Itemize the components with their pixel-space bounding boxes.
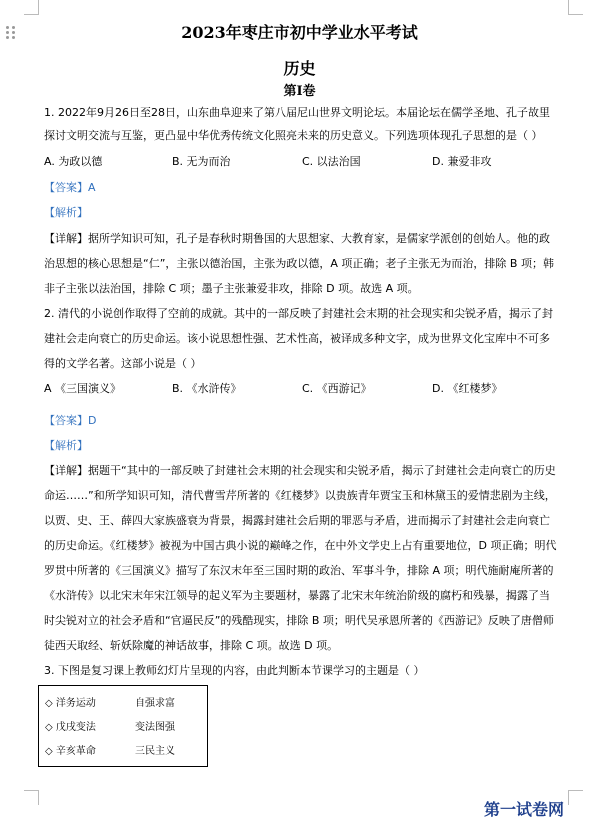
q2-option-c: C. 《西游记》: [302, 382, 372, 395]
slide-row-event: ◇ 戊戌变法: [45, 722, 96, 733]
q2-detail-line: 徒西天取经、斩妖除魔的神话故事，排除 C 项。故选 D 项。: [44, 639, 339, 652]
q1-option-b: B. 无为而治: [172, 155, 231, 168]
exam-title: 2023年枣庄市初中学业水平考试: [181, 23, 418, 42]
q1-analysis-label: 【解析】: [44, 206, 88, 219]
q2-answer: 【答案】D: [44, 414, 97, 427]
q1-option-a: A. 为政以德: [44, 155, 103, 168]
q2-text-line: 得的文学名著。这部小说是（ ）: [44, 357, 202, 370]
crop-mark-bottom-right: [568, 790, 583, 805]
slide-row-goal: 自强求富: [135, 698, 175, 709]
q1-detail-line: 非子主张以法治国，排除 C 项；墨子主张兼爱非攻，排除 D 项。故选 A 项。: [44, 282, 419, 295]
q3-text-line: 3. 下图是复习课上教师幻灯片呈现的内容，由此判断本节课学习的主题是（ ）: [44, 664, 425, 677]
site-watermark: 第一试卷网: [484, 800, 565, 819]
q2-detail-line: 以贾、史、王、薛四大家族盛衰为背景，揭露封建社会后期的罪恶与矛盾，进而揭示了封建社会走向衰亡: [44, 514, 550, 527]
crop-mark-top-right: [568, 0, 583, 15]
crop-mark-top-left: [24, 0, 39, 15]
q2-detail-line: 《水浒传》以北宋末年宋江领导的起义军为主要题材，暴露了北宋末年统治阶级的腐朽和残暴，揭露了当: [44, 589, 550, 602]
slide-row-goal: 变法图强: [135, 722, 175, 733]
q1-option-c: C. 以法治国: [302, 155, 361, 168]
q2-text-line: 2. 清代的小说创作取得了空前的成就。其中的一部反映了封建社会末期的社会现实和尖锐矛盾，揭示了封: [44, 307, 553, 320]
q2-detail-line: 时尖锐对立的社会矛盾和“官逼民反”的残酷现实，排除 B 项；明代吴承恩所著的《西游记》反映了唐僧师: [44, 614, 554, 627]
q2-detail-line: 的历史命运。《红楼梦》被视为中国古典小说的巅峰之作，在中外文学史上占有重要地位，D 项正确；明代: [44, 539, 557, 552]
q1-detail-line: 治思想的核心思想是“仁”，主张以德治国，主张为政以德，A 项正确；老子主张无为而治，排除 B 项；韩: [44, 257, 554, 270]
q2-option-a: A 《三国演义》: [44, 382, 122, 395]
slide-row-event: ◇ 辛亥革命: [45, 746, 96, 757]
q2-detail-line: 罗贯中所著的《三国演义》描写了东汉末年至三国时期的政治、军事斗争，排除 A 项；明代施耐庵所著的: [44, 564, 554, 577]
slide-row-goal: 三民主义: [135, 746, 175, 757]
subject-title: 历史: [283, 59, 316, 78]
q2-option-d: D. 《红楼梦》: [432, 382, 503, 395]
q2-text-line: 建社会走向衰亡的历史命运。该小说思想性强、艺术性高，被译成多种文字，成为世界文化宝库中不可多: [44, 332, 550, 345]
q1-answer: 【答案】A: [44, 181, 96, 194]
q2-option-b: B. 《水浒传》: [172, 382, 242, 395]
q2-detail-line: 【详解】据题干“其中的一部反映了封建社会末期的社会现实和尖锐矛盾，揭示了封建社会走向衰亡的历史: [44, 464, 556, 477]
q2-detail-line: 命运……”和所学知识可知，清代曹雪芹所著的《红楼梦》以贵族青年贾宝玉和林黛玉的爱情悲剧为主线，: [44, 489, 556, 502]
q1-text-line: 探讨文明交流与互鉴，更凸显中华优秀传统文化照亮未来的历史意义。下列选项体现孔子思想的是（ ）: [44, 129, 543, 142]
q2-analysis-label: 【解析】: [44, 439, 88, 452]
q1-text-line: 1. 2022年9月26日至28日，山东曲阜迎来了第八届尼山世界文明论坛。本届论坛在儒学圣地、孔子故里: [44, 106, 550, 119]
q1-detail-line: 【详解】据所学知识可知，孔子是春秋时期鲁国的大思想家、大教育家，是儒家学派创的创始人。他的政: [44, 232, 550, 245]
slide-content-box: [38, 685, 208, 767]
slide-row-event: ◇ 洋务运动: [45, 698, 96, 709]
crop-mark-bottom-left: [24, 790, 39, 805]
q1-option-d: D. 兼爱非攻: [432, 155, 492, 168]
section-title: 第Ⅰ卷: [283, 84, 316, 99]
